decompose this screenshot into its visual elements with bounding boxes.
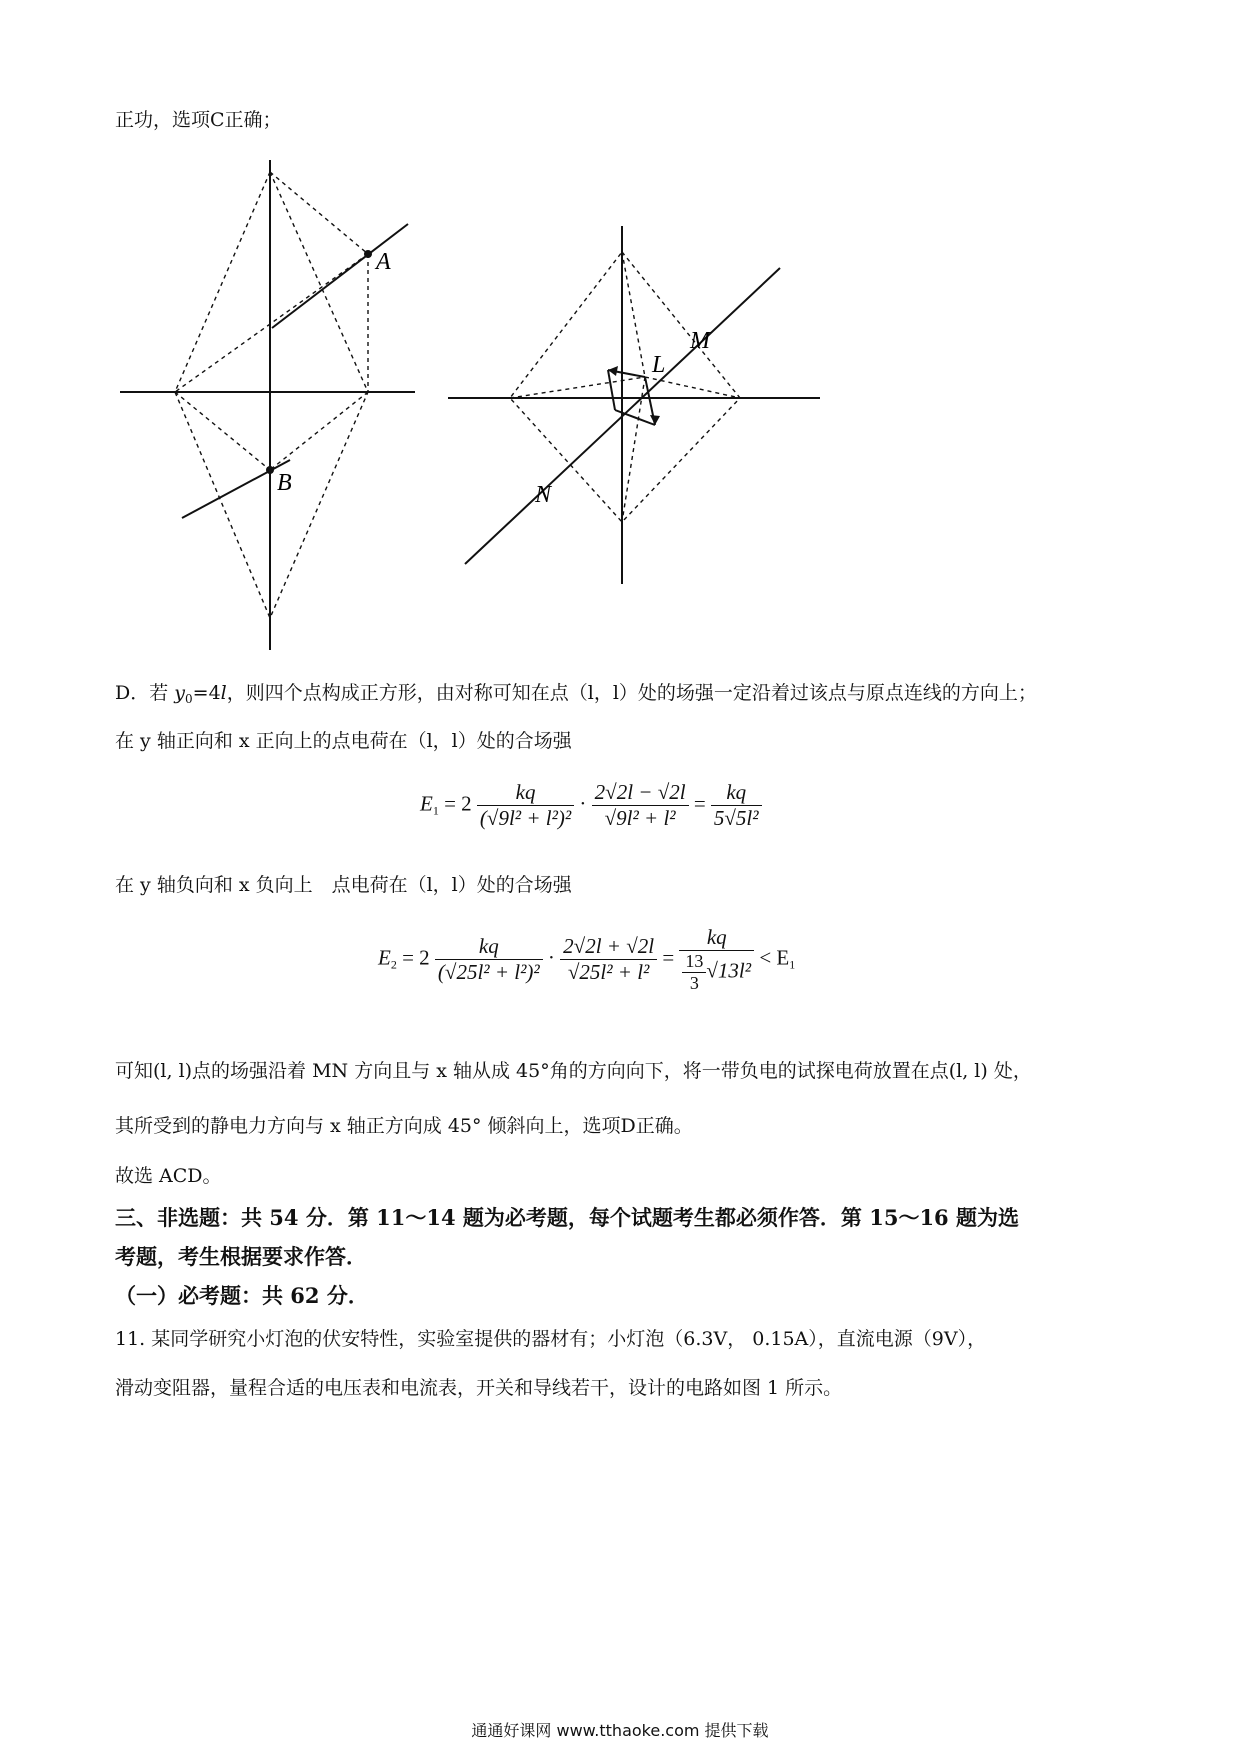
text-line-9: 故选 ACD。 xyxy=(115,1165,222,1187)
figure-left xyxy=(100,160,430,660)
line-b xyxy=(182,460,290,518)
sub-heading-required: （一）必考题：共 62 分． xyxy=(115,1283,369,1308)
label-m: M xyxy=(690,328,710,354)
label-b: B xyxy=(277,470,292,496)
dashed-rhombus xyxy=(175,172,368,618)
formula-e2: $E_2 = 2$ $\frac{kq}{\text{(√25l² + l²)²}}$ · $\frac{2√2l + √2l}{\text{√25l² + l²}}$ = kq $\frac{13}{3}$ √13l² < $E_1$ xyxy=(378,925,796,993)
section-heading-3: 三、非选题：共 54 分．第 11～14 题为必考题，每个试题考生都必须作答．第 15～16 题为选 xyxy=(115,1205,1019,1230)
label-a: A xyxy=(376,249,391,275)
figure-right xyxy=(440,220,840,590)
page-footer: 通通好课网 www.tthaoke.com 提供下载 xyxy=(471,1721,769,1740)
text-line-3: 在 y 轴正向和 x 正向上的点电荷在（l，l）处的合场强 xyxy=(115,730,572,752)
text-line-5: 在 y 轴负向和 x 负向上 点电荷在（l，l）处的合场强 xyxy=(115,874,572,896)
question-11-line-2: 滑动变阻器，量程合适的电压表和电流表，开关和导线若干，设计的电路如图 1 所示。 xyxy=(115,1377,843,1399)
label-n: N xyxy=(535,482,552,508)
text-line-1: 正功，选项C正确； xyxy=(115,109,282,131)
question-11-line-1: 11. 某同学研究小灯泡的伏安特性，实验室提供的器材有；小灯泡（6.3V， 0.15A），直流电源（9V）， xyxy=(115,1328,987,1350)
text-line-7: 可知(l, l)点的场强沿着 MN 方向且与 x 轴从成 45°角的方向向下，将一带负电的试探电荷放置在点(l, l) 处， xyxy=(115,1060,1032,1082)
label-l: L xyxy=(652,352,666,378)
text-line-d: D．若 $y_0=4l$，则四个点构成正方形，由对称可知在点（l，l）处的场强一定沿着过该点与原点连线的方向上； xyxy=(115,682,1037,706)
text-line-8: 其所受到的静电力方向与 x 轴正方向成 45° 倾斜向上，选项D正确。 xyxy=(115,1115,693,1137)
line-a xyxy=(272,224,408,328)
formula-e1: $E_1 = 2$ $\frac{kq}{\text{(√9l² + l²)²}}$ · $\frac{2√2l - √2l}{\text{√9l² + l²}}$ = $\frac{kq}{\text{5√5l²}}$ xyxy=(420,780,762,831)
section-heading-3-cont: 考题，考生根据要求作答． xyxy=(115,1244,367,1269)
